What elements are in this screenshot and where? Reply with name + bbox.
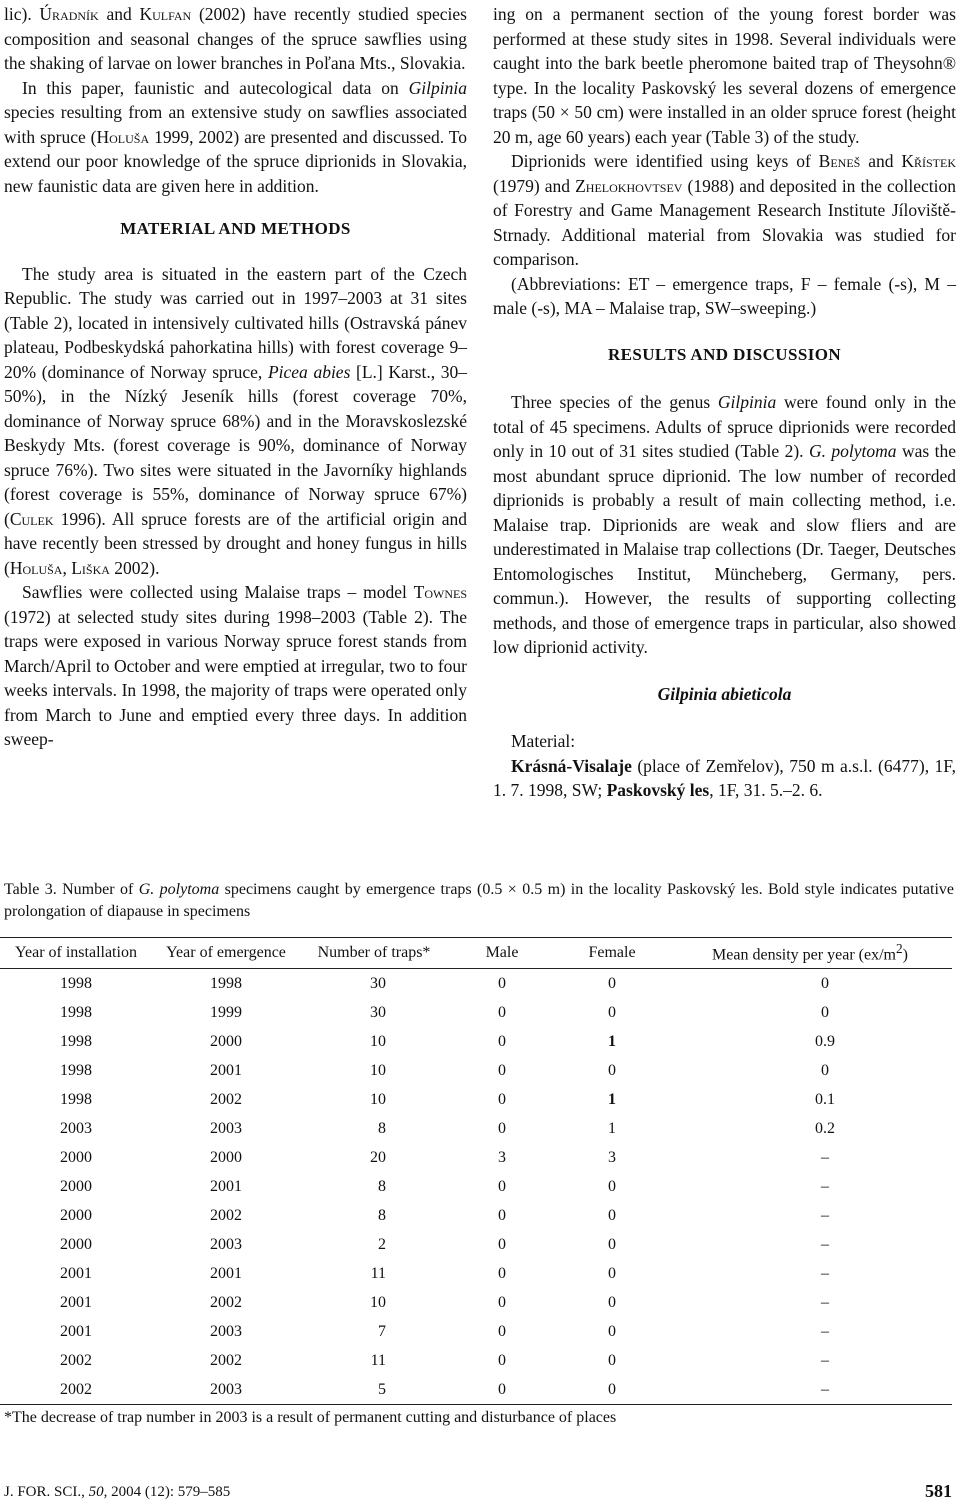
table-cell: – [821, 1177, 829, 1195]
table-cell: 1 [608, 1119, 616, 1137]
table-cell: 10 [370, 1090, 386, 1108]
text: Three species of the genus [511, 392, 718, 412]
author-name: Křístek [901, 151, 956, 171]
table-cell: 0 [608, 1264, 616, 1282]
table-cell: 10 [370, 1293, 386, 1311]
text: were found only in the total of 45 specimens. Adults of spruce diprionids were recorded only in 10 out of 31 sites studied (Table 2). [493, 392, 956, 461]
table-row [0, 1346, 952, 1375]
text: ) [902, 946, 908, 964]
table-cell: 2002 [60, 1351, 92, 1369]
table-cell: 0 [498, 1032, 506, 1050]
text: , 1F, 31. 5.–2. 6. [709, 780, 823, 800]
species-name: Picea abies [267, 361, 351, 382]
table-cell: 0.1 [815, 1090, 835, 1108]
text: Mean density per year (ex/m [712, 946, 896, 964]
table-row [0, 1056, 952, 1085]
author-name: Holuša [96, 126, 150, 147]
table-cell: 2002 [0, 1375, 152, 1405]
table-row [0, 1143, 952, 1172]
table-cell: 20 [370, 1148, 386, 1166]
text: 2002). [109, 557, 160, 578]
text: Table 3. Number of [4, 881, 139, 898]
author-name: Zhelokhovtsev [575, 175, 683, 196]
table-cell: 30 [370, 974, 386, 992]
paragraph: ing on a permanent section of the young forest border was performed at these study sites in 1998. Several individuals were caught into the bark beetle pheromone baited trap of Theysohn® type. In the locality Paskovský les several dozens of emergence traps (50 × 50 cm) were installed in an older spruce forest (height 20 m, age 60 years) each year (Table 3) of the study. [493, 4, 956, 147]
table-cell: 2003 [152, 1375, 300, 1405]
text: and [98, 4, 140, 24]
table-caption [4, 879, 954, 923]
table-cell: 2000 [60, 1177, 92, 1195]
table-cell: 0 [608, 1351, 616, 1369]
table-cell: 0 [498, 1177, 506, 1195]
text: specimens caught by emergence traps (0.5 × 0.5 m) in the locality Paskovský les. Bold style indicates putative prolongation of diapause in specimens [4, 881, 955, 920]
table-cell: 2001 [60, 1293, 92, 1311]
table-cell: 2001 [210, 1061, 242, 1079]
text: J. FOR. SCI., [4, 1484, 89, 1500]
table-cell: 0 [608, 974, 616, 992]
table-header-row [0, 938, 952, 969]
table-cell: – [821, 1351, 829, 1369]
table-cell: – [668, 1375, 952, 1405]
table-cell: 1998 [60, 1032, 92, 1050]
table-cell: 0 [608, 1206, 616, 1224]
table-cell: 2002 [210, 1351, 242, 1369]
table-cell: 10 [370, 1061, 386, 1079]
paragraph [493, 390, 956, 660]
author-name: Beneš [818, 151, 861, 171]
genus-name: Gilpinia [717, 392, 777, 412]
table-row [0, 1172, 952, 1201]
table-cell: 3 [498, 1148, 506, 1166]
species-heading: Gilpinia abieticola [657, 683, 792, 704]
species-name: G. polytoma [138, 881, 220, 898]
paragraph [4, 2, 467, 76]
table-footnote: *The decrease of trap number in 2003 is a result of permanent cutting and disturbance of places [4, 1409, 617, 1426]
table-cell: 2 [378, 1235, 386, 1253]
table-cell: 0 [498, 1322, 506, 1340]
page-number: 581 [925, 1481, 952, 1501]
table-cell: 2001 [210, 1264, 242, 1282]
table-cell: 2001 [210, 1177, 242, 1195]
column-header: Number of traps* [300, 938, 448, 969]
text: The study area is situated in the eastern part of the Czech Republic. The study was carried out in 1997–2003 at 31 sites (Table 2), located in intensively cultivated hills (Ostravská pánev plateau, Podbeskydská pahorkatina hills) with forest coverage 9–20% (dominance of Norway spruce, [4, 263, 467, 382]
table-cell: 2001 [60, 1322, 92, 1340]
author-name: Kulfan [139, 4, 192, 24]
column-header: Year of emergence [152, 938, 300, 969]
table-cell: 0 [448, 1375, 556, 1405]
author-name: Holuša [9, 557, 63, 578]
text: (2002) have recently studied species composition and seasonal changes of the spruce sawflies using the shaking of larvae on lower branches in Poľana Mts., Slovakia. [4, 4, 467, 73]
table-cell: 1998 [60, 1061, 92, 1079]
table-cell: 1 [608, 1090, 616, 1108]
table-row [0, 1259, 952, 1288]
table-cell: 0 [608, 1293, 616, 1311]
table-cell: 2003 [210, 1322, 242, 1340]
table-cell: – [821, 1264, 829, 1282]
material-label: Material: [511, 731, 576, 751]
species-name: G. polytoma [808, 441, 897, 461]
table-cell: 2000 [210, 1148, 242, 1166]
paragraph [493, 149, 956, 272]
text: (1988) and deposited in the collection of Forestry and Game Management Research Institute Jíloviště-Strnady. Additional material from Slovakia was studied for comparison. [493, 175, 956, 269]
table-row [0, 1317, 952, 1346]
author-name: Townes [413, 582, 467, 602]
table-row [0, 1230, 952, 1259]
text: 1999, 2002) are presented and discussed. To extend our poor knowledge of the spruce diprionids in Slovakia, new faunistic data are given here in addition. [4, 126, 467, 196]
table-cell: 2000 [60, 1235, 92, 1253]
table-cell: 0 [556, 1375, 668, 1405]
author-name: Úradník [39, 4, 99, 24]
table-cell: 0 [821, 974, 829, 992]
paragraph [493, 754, 956, 803]
table-cell: 1998 [60, 974, 92, 992]
table-cell: 2001 [60, 1264, 92, 1282]
superscript: 2 [895, 941, 903, 957]
table-cell: 8 [378, 1206, 386, 1224]
table-cell: 1 [608, 1032, 616, 1050]
table-row [0, 1085, 952, 1114]
table-row [0, 1114, 952, 1143]
table-cell: 0 [498, 1264, 506, 1282]
table-cell: 0 [608, 1177, 616, 1195]
left-column [4, 2, 467, 752]
journal-citation [4, 1484, 230, 1501]
table-cell: 0 [498, 1003, 506, 1021]
column-header [668, 938, 952, 969]
section-heading-results-discussion: RESULTS AND DISCUSSION [607, 344, 842, 364]
table-cell: 0 [608, 1003, 616, 1021]
table-cell: 8 [378, 1177, 386, 1195]
text: In this paper, faunistic and autecological data on [22, 77, 409, 98]
section-heading-material-methods: MATERIAL AND METHODS [120, 219, 351, 238]
table-row [0, 969, 952, 999]
table-cell: 11 [370, 1351, 386, 1369]
table-cell: 0 [498, 1206, 506, 1224]
table-cell: 1998 [60, 1003, 92, 1021]
text: Diprionids were identified using keys of [511, 151, 819, 171]
table-body [0, 969, 952, 1405]
table-cell: 2000 [60, 1148, 92, 1166]
table-row [0, 1027, 952, 1056]
paragraph [4, 76, 467, 199]
column-header: Female [556, 938, 668, 969]
table-row [0, 1375, 952, 1405]
table-cell: 0 [821, 1061, 829, 1079]
data-table [0, 937, 952, 1405]
table-row [0, 1201, 952, 1230]
table-cell: 2003 [60, 1119, 92, 1137]
table-cell: 0 [498, 1351, 506, 1369]
right-column [493, 2, 956, 803]
locality-name: Paskovský les [606, 780, 710, 800]
table-cell: 2002 [210, 1293, 242, 1311]
text: lic). [4, 4, 40, 24]
table-row [0, 1288, 952, 1317]
table-cell: 0 [498, 974, 506, 992]
column-header: Year of installation [0, 938, 152, 969]
table-cell: – [821, 1148, 829, 1166]
text: (place of Zemřelov), 750 m a.s.l. (6477), 1F, 1. 7. 1998, SW; [493, 755, 956, 800]
text: 1996). All spruce forests are of the artificial origin and have recently been stressed by drought and honey fungus in hills ( [4, 508, 467, 578]
table-cell: 30 [370, 1003, 386, 1021]
volume: 50 [88, 1484, 104, 1500]
text: Sawflies were collected using Malaise traps – model [22, 582, 414, 602]
table-cell: 1999 [210, 1003, 242, 1021]
table-cell: 2003 [210, 1235, 242, 1253]
table-cell: 2003 [210, 1119, 242, 1137]
text: was the most abundant spruce diprionid. The low number of recorded diprionids is probably a result of main collecting method, i.e. Malaise trap. Diprionids are weak and slow fliers and are underestimated in Malaise trap collections (Dr. Taeger, Deutsches Entomologisches Institut, Müncheberg, Germany, pers. commun.). However, the results of supporting collecting methods, and those of emergence traps in particular, also showed low diprionid activity. [493, 441, 956, 657]
table-cell: 1998 [210, 974, 242, 992]
table-cell: 0 [498, 1293, 506, 1311]
table-cell: 7 [378, 1322, 386, 1340]
author-name: Culek [9, 508, 54, 529]
genus-name: Gilpinia [408, 77, 467, 98]
text: (1979) and [493, 175, 576, 196]
table-cell: 0 [498, 1090, 506, 1108]
table-cell: 2002 [210, 1090, 242, 1108]
table-cell: 0.2 [815, 1119, 835, 1137]
table-cell: 5 [300, 1375, 448, 1405]
table-cell: 0 [608, 1061, 616, 1079]
table-cell: 0 [608, 1322, 616, 1340]
table-cell: – [821, 1235, 829, 1253]
table-cell: 2000 [60, 1206, 92, 1224]
text: (1972) at selected study sites during 1998–2003 (Table 2). The traps were exposed in various Norway spruce forest stands from March/April to October and were emptied at irregular, two to four weeks intervals. In 1998, the majority of traps were operated only from March to June and emptied every three days. In addition sweep- [4, 606, 467, 749]
table-cell: 0 [821, 1003, 829, 1021]
text: , [62, 557, 72, 578]
column-header: Male [448, 938, 556, 969]
text: and [860, 151, 902, 171]
table-cell: – [821, 1322, 829, 1340]
table-cell: 2000 [210, 1032, 242, 1050]
paragraph [4, 262, 467, 581]
table-row [0, 998, 952, 1027]
table-cell: 2002 [210, 1206, 242, 1224]
text: , 2004 (12): 579–585 [103, 1484, 231, 1500]
table-cell: – [821, 1206, 829, 1224]
author-name: Liška [71, 557, 110, 578]
table-cell: – [821, 1293, 829, 1311]
paragraph: (Abbreviations: ET – emergence traps, F – female (-s), M – male (-s), MA – Malaise trap, SW–sweeping.) [493, 273, 956, 318]
table-cell: 0 [498, 1235, 506, 1253]
table-cell: 0.9 [815, 1032, 835, 1050]
table-cell: 8 [378, 1119, 386, 1137]
table-cell: 11 [370, 1264, 386, 1282]
table-cell: 1998 [60, 1090, 92, 1108]
table-cell: 3 [608, 1148, 616, 1166]
text: [L.] Karst., 30–50%), in the Nízký Jeseník hills (forest coverage 70%, dominance of Norway spruce 68%) and in the Moravskoslezské Beskydy Mts. (forest coverage is 90%, dominance of Norway spruce 76%). Two sites were situated in the Javorníky highlands (forest coverage is 55%, dominance of Norway spruce 67%) ( [4, 361, 467, 529]
table-cell: 10 [370, 1032, 386, 1050]
paragraph [4, 580, 467, 752]
table-cell: 0 [498, 1119, 506, 1137]
table-cell: 0 [608, 1235, 616, 1253]
table-cell: 0 [498, 1061, 506, 1079]
text: species resulting from an extensive study on sawflies associated with spruce ( [4, 102, 467, 147]
locality-name: Krásná-Visalaje [511, 755, 632, 776]
